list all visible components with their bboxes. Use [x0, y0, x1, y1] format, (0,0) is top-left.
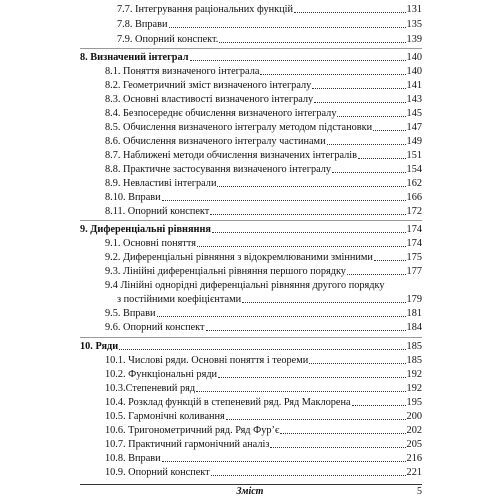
toc-entry-title: 7.9. Опорний конспект. [117, 34, 219, 45]
dot-leader [162, 461, 406, 462]
dot-leader [206, 330, 406, 331]
dot-leader [196, 391, 405, 392]
toc-entry-page: 192 [406, 383, 422, 394]
dot-leader [242, 302, 405, 303]
toc-entry-title: 8.7. Наближені методи обчислення визначених інтегралів [105, 150, 358, 161]
toc-entry-10-9 [105, 463, 422, 479]
toc-entry-title: 9.6. Опорний конспект [105, 322, 205, 333]
toc-chapter-page: 174 [406, 224, 422, 235]
toc-entry-page: 179 [406, 294, 422, 305]
dot-leader [337, 116, 405, 117]
toc-entry-page: 221 [406, 467, 422, 478]
toc-entry-page: 202 [406, 425, 422, 436]
dot-leader [374, 260, 406, 261]
toc-entry-title: 8.10. Вправи [105, 192, 161, 203]
dot-leader [294, 12, 406, 13]
dot-leader [312, 88, 405, 89]
toc-entry-page: 177 [406, 266, 422, 277]
dot-leader [358, 158, 406, 159]
toc-entry-8-11 [105, 202, 422, 218]
toc-entry-7-8 [117, 15, 422, 31]
dot-leader [309, 363, 405, 364]
toc-entry-9-6 [105, 318, 422, 334]
page-number: 5 [417, 486, 422, 497]
dot-leader [162, 200, 406, 201]
toc-entry-page: 172 [406, 206, 422, 217]
toc-entry-title: з постійними коефіцієнтами [117, 294, 242, 305]
toc-entry-7-7 [117, 0, 422, 16]
toc-entry-title: 8.11. Опорний конспект [105, 206, 210, 217]
toc-entry-title: 8.5. Обчислення визначеного інтегралу методом підстановки [105, 122, 373, 133]
toc-entry-page: 135 [406, 19, 422, 30]
toc-entry-page: 192 [406, 369, 422, 380]
dot-leader [226, 419, 406, 420]
toc-entry-title: 7.8. Вправи [117, 19, 168, 30]
toc-entry-page: 195 [406, 397, 422, 408]
dot-leader [270, 447, 405, 448]
toc-entry-title: 9.5. Вправи [105, 308, 156, 319]
toc-chapter-page: 140 [406, 52, 422, 63]
dot-leader [190, 60, 406, 61]
dot-leader [210, 214, 405, 215]
toc-entry-title: 10.6. Тригонометричний ряд. Ряд Фур’є [105, 425, 280, 436]
toc-entry-title: 10.3.Степеневий ряд [105, 383, 196, 394]
toc-entry-page: 184 [406, 322, 422, 333]
footer-title: Зміст [236, 486, 264, 497]
toc-entry-page: 181 [406, 308, 422, 319]
toc-entry-page: 162 [406, 178, 422, 189]
dot-leader [197, 246, 406, 247]
toc-entry-title: 10.9. Опорний конспект [105, 467, 210, 478]
toc-entry-7-9 [117, 30, 422, 46]
toc-entry-page: 141 [406, 80, 422, 91]
toc-entry-title: 8.9. Невластиві інтеграли [105, 178, 217, 189]
toc-chapter-title: 10. Ряди [80, 341, 119, 352]
toc-entry-title: 7.7. Інтегрування раціональних функцій [117, 4, 293, 15]
toc-entry-title: 8.8. Практичне застосування визначеного інтегралу [105, 164, 332, 175]
toc-entry-title: 10.1. Числові ряди. Основні поняття і теореми [105, 355, 309, 366]
toc-entry-title: 10.4. Розклад функцій в степеневий ряд. Ряд Маклорена [105, 397, 351, 408]
toc-chapter-title: 8. Визначений інтеграл [80, 52, 189, 63]
toc-entry-page: 205 [406, 439, 422, 450]
dot-leader [332, 172, 406, 173]
dot-leader [169, 27, 406, 28]
toc-entry-title: 10.8. Вправи [105, 453, 161, 464]
toc-entry-page: 139 [406, 34, 422, 45]
dot-leader [347, 274, 406, 275]
toc-entry-title: 10.5. Гармонічні коливання [105, 411, 225, 422]
footer-rule [80, 484, 422, 485]
toc-entry-title: 9.4 Лінійні однорідні диференціальні рівняння другого порядку [105, 280, 385, 291]
dot-leader [211, 475, 406, 476]
toc-chapter-title: 9. Диференціальні рівняння [80, 224, 211, 235]
dot-leader [119, 349, 405, 350]
toc-entry-title: 8.4. Безпосереднє обчислення визначеного інтегралу [105, 108, 337, 119]
toc-entry-page: 154 [406, 164, 422, 175]
dot-leader [219, 42, 405, 43]
dot-leader [157, 316, 406, 317]
dot-leader [217, 186, 405, 187]
toc-entry-page: 166 [406, 192, 422, 203]
toc-entry-title: 8.1. Поняття визначеного інтеграла [105, 66, 260, 77]
toc-entry-title: 9.2. Диференціальні рівняння з відокремлюваними змінними [105, 252, 373, 263]
toc-entry-page: 175 [406, 252, 422, 263]
toc-entry-page: 149 [406, 136, 422, 147]
dot-leader [352, 405, 406, 406]
toc-entry-title: 9.1. Основні поняття [105, 238, 196, 249]
dot-leader [212, 232, 406, 233]
toc-entry-title: 9.3. Лінійні диференціальні рівняння першого порядку [105, 266, 346, 277]
toc-entry-page: 145 [406, 108, 422, 119]
dot-leader [280, 433, 405, 434]
toc-entry-title: 10.7. Практичний гармонічний аналіз [105, 439, 270, 450]
dot-leader [218, 377, 405, 378]
toc-entry-title: 8.2. Геометричний зміст визначеного інтегралу [105, 80, 312, 91]
dot-leader [260, 74, 405, 75]
toc-entry-page: 174 [406, 238, 422, 249]
dot-leader [373, 130, 405, 131]
toc-entry-title: 8.3. Основні властивості визначеного інтегралу [105, 94, 314, 105]
toc-entry-page: 131 [406, 4, 422, 15]
toc-entry-page: 216 [406, 453, 422, 464]
toc-entry-page: 147 [406, 122, 422, 133]
dot-leader [314, 102, 405, 103]
toc-entry-page: 200 [406, 411, 422, 422]
toc-entry-page: 151 [406, 150, 422, 161]
toc-entry-title: 8.6. Обчислення визначеного інтегралу частинами [105, 136, 326, 147]
toc-entry-page: 140 [406, 66, 422, 77]
toc-entry-title: 10.2. Функціональні ряди [105, 369, 218, 380]
toc-entry-page: 143 [406, 94, 422, 105]
dot-leader [327, 144, 406, 145]
toc-entry-page: 185 [406, 355, 422, 366]
toc-chapter-page: 185 [406, 341, 422, 352]
